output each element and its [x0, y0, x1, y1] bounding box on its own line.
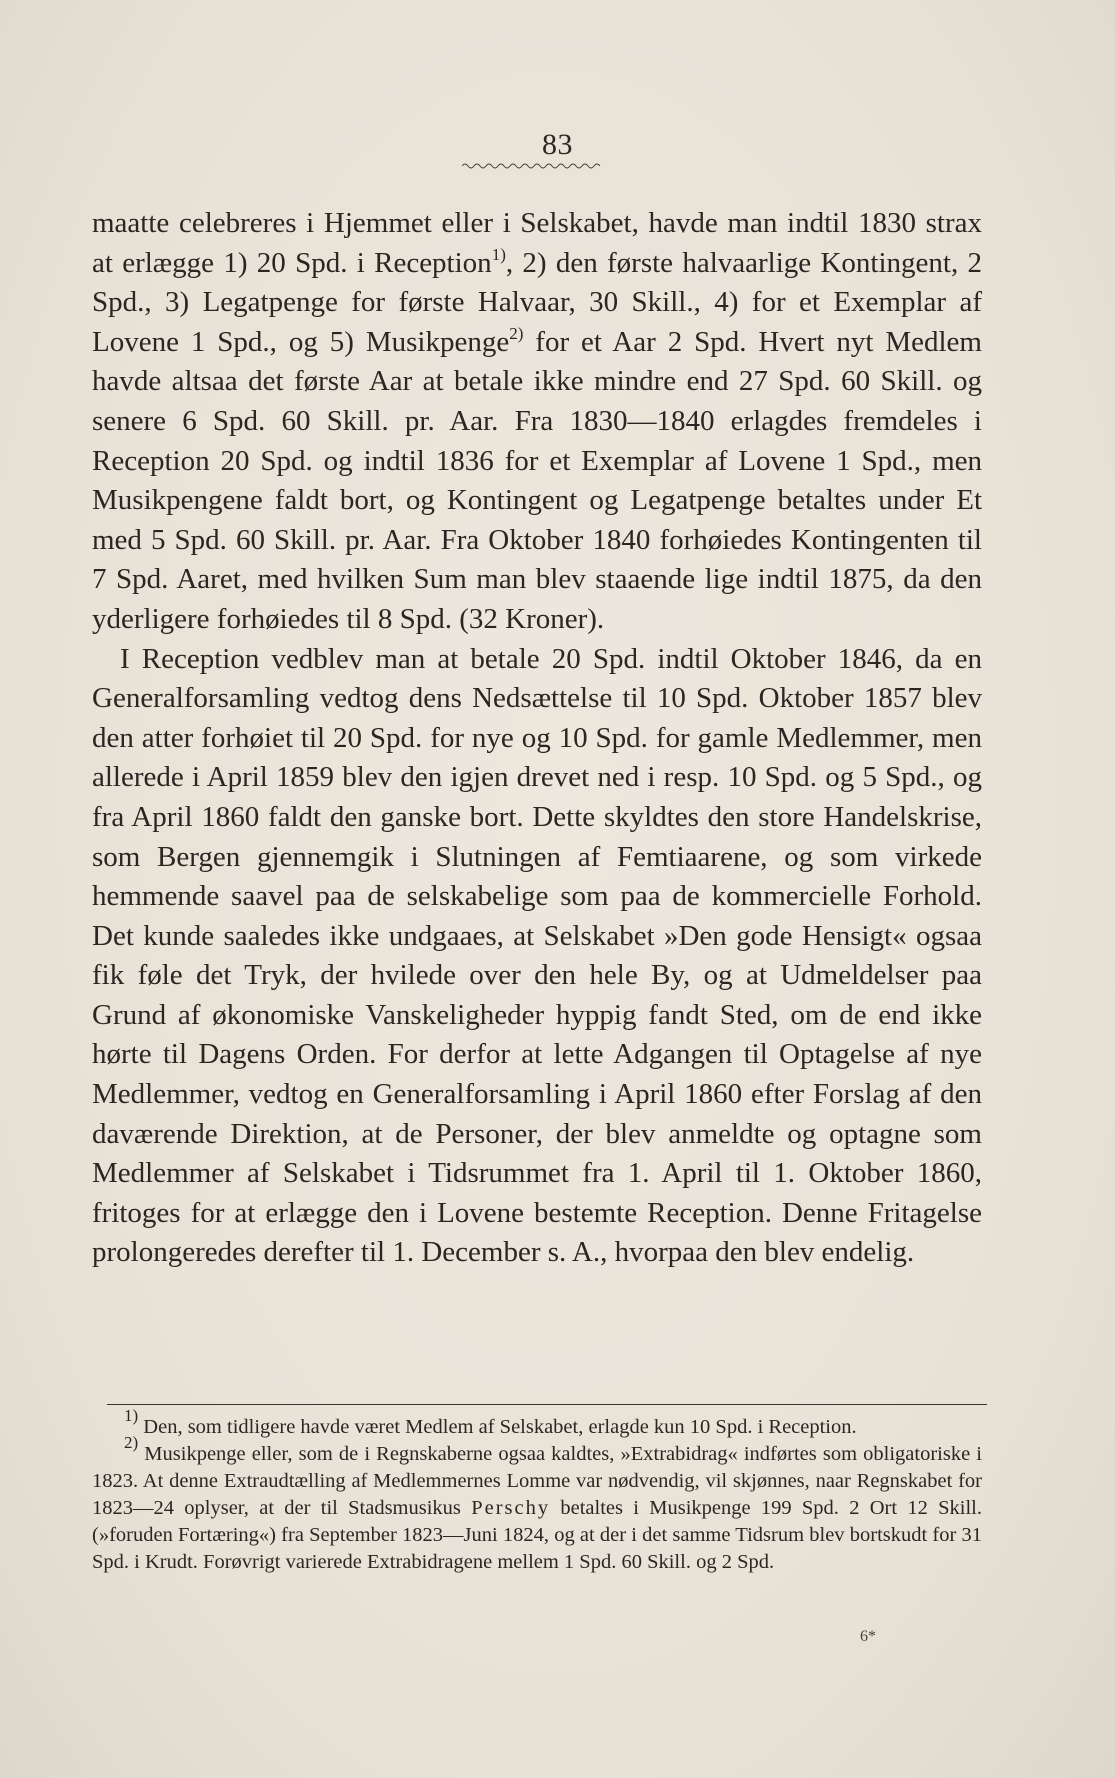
paragraph-1-text-b: , 2) den første halvaarlige Kontingent, 2 Spd., 3) Legatpenge for første Halvaar, 30 Skill., 4) for et Exemplar af Lovene 1 Spd., og 5) Musikpenge — [92, 246, 982, 358]
footnote-1-mark: 1) — [124, 1406, 139, 1425]
footnote-2-name: Perschy — [471, 1497, 551, 1519]
footnote-2-text-b: betaltes i Musikpenge 199 Spd. 2 Ort 12 Skill. (»foruden Fortæring«) fra September 1823—Juni 1824, og at der i det samme Tidsrum blev bortskudt for 31 Spd. i Krudt. Forøvrigt varierede Extrabidragene mellem 1 Spd. 60 Skill. og 2 Spd. — [92, 1497, 983, 1573]
footnote-2-text-a: Musikpenge eller, som de i Regnskaberne ogsaa kaldtes, »Extrabidrag« indførtes som obligatoriske i 1823. At denne Extraudtælling af Medlemmernes Lomme var nødvendig, vil skjønnes, naar Regnskabet for 1823—24 oplyser, at der til Stadsmusikus — [92, 1443, 982, 1519]
signature-mark: 6* — [860, 1628, 876, 1645]
body-text — [92, 204, 982, 1273]
footnote-divider — [107, 1404, 987, 1405]
paragraph-1-text-c: for et Aar 2 Spd. Hvert nyt Medlem havde altsaa det første Aar at betale ikke mindre end 27 Spd. 60 Skill. og senere 6 Spd. 60 Skill. pr. Aar. Fra 1830—1840 erlagdes fremdeles i Reception 20 Spd. og indtil 1836 for et Exemplar af Lovene 1 Spd., men Musikpengene faldt bort, og Kontingent og Legatpenge betaltes under Et med 5 Spd. 60 Skill. pr. Aar. Fra Oktober 1840 forhøiedes Kontingenten til 7 Spd. Aaret, med hvilken Sum man blev staaende lige indtil 1875, da den yderligere forhøiedes til 8 Spd. (32 Kroner). — [92, 325, 982, 635]
footnote-1 — [92, 1406, 982, 1441]
paragraph-1 — [92, 204, 982, 640]
paragraph-1-text-a: maatte celebreres i Hjemmet eller i Selskabet, havde man indtil 1830 strax at erlægge 1) 20 Spd. i Reception — [92, 207, 982, 279]
footnote-ref-1: 1) — [491, 244, 506, 264]
page-number: 83 — [542, 128, 573, 161]
header-ornament — [462, 160, 602, 170]
footnote-ref-2: 2) — [509, 323, 524, 343]
footnote-2-mark: 2) — [124, 1433, 139, 1452]
footnotes — [92, 1406, 983, 1576]
footnote-2 — [92, 1433, 983, 1576]
paragraph-2: I Reception vedblev man at betale 20 Spd. indtil Oktober 1846, da en Generalforsamling vedtog dens Nedsættelse til 10 Spd. Oktober 1857 blev den atter forhøiet til 20 Spd. for nye og 10 Spd. for gamle Medlemmer, men allerede i April 1859 blev den igjen drevet ned i resp. 10 Spd. og 5 Spd., og fra April 1860 faldt den ganske bort. Dette skyldtes den store Handelskrise, som Bergen gjennemgik i Slutningen af Femtiaarene, og som virkede hemmende saavel paa de selskabelige som paa de kommercielle Forhold. Det kunde saaledes ikke undgaaes, at Selskabet »Den gode Hensigt« ogsaa fik føle det Tryk, der hvilede over den hele By, og at Udmeldelser paa Grund af økonomiske Vanskeligheder hyppig fandt Sted, om de end ikke hørte til Dagens Orden. For derfor at lette Adgangen til Optagelse af nye Medlemmer, vedtog en Generalforsamling i April 1860 efter Forslag af den daværende Direktion, at de Personer, der blev anmeldte og optagne som Medlemmer af Selskabet i Tidsrummet fra 1. April til 1. Oktober 1860, fritoges for at erlægge den i Lovene bestemte Reception. Denne Fritagelse prolongeredes derefter til 1. December s. A., hvorpaa den blev endelig. — [92, 642, 982, 1269]
footnote-1-text: Den, som tidligere havde været Medlem af Selskabet, erlagde kun 10 Spd. i Reception. — [138, 1416, 857, 1438]
